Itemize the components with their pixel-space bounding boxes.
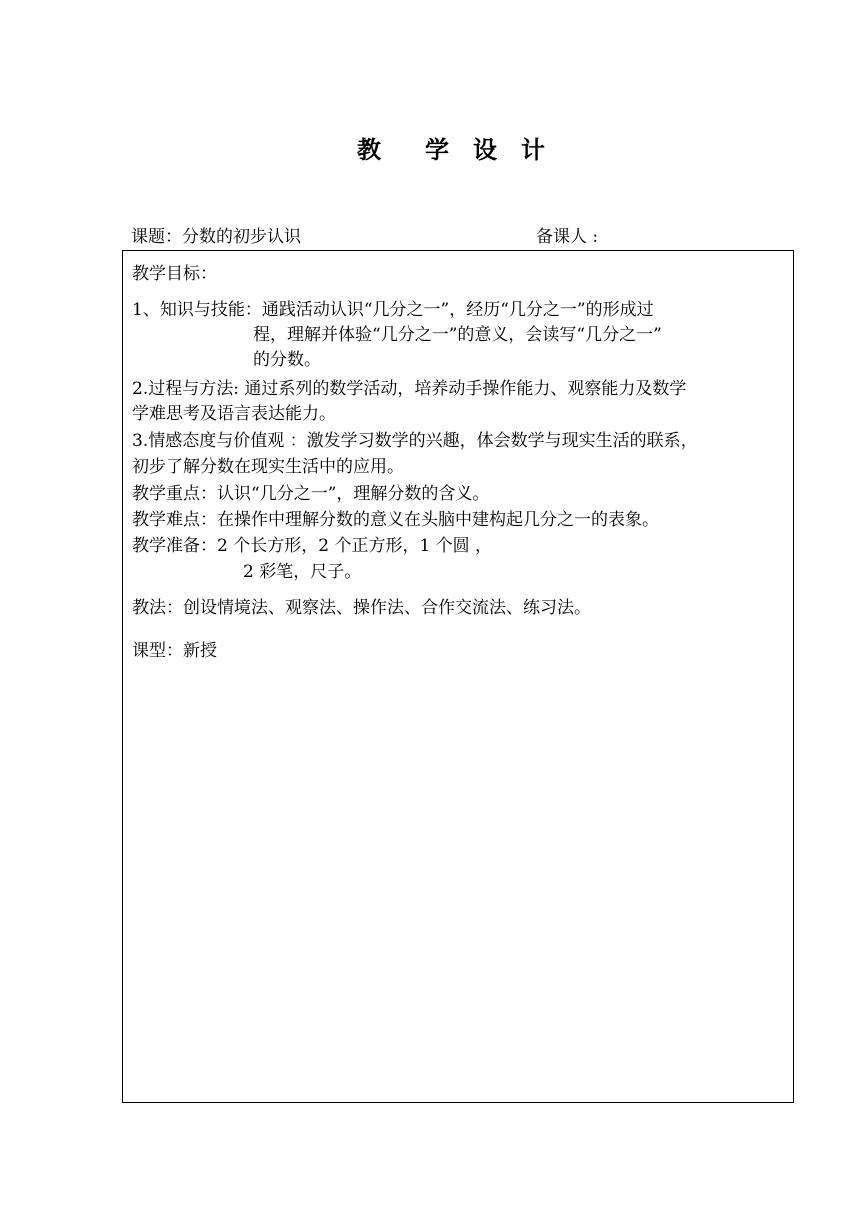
process-methods-line-2: 学难思考及语言表达能力。: [132, 404, 336, 424]
key-point: 教学重点：认识“几分之一”，理解分数的含义。: [132, 484, 490, 504]
difficulty: 教学难点：在操作中理解分数的意义在头脑中建构起几分之一的表象。: [132, 510, 659, 530]
knowledge-skills-line-1: 1、知识与技能：通践活动认识“几分之一”，经历“几分之一”的形成过: [132, 300, 654, 320]
preparation-line-1: 教学准备：2 个长方形，2 个正方形，1 个圆 ，: [132, 536, 493, 556]
title-char-1: 教: [357, 135, 381, 164]
attitude-values-line-1: 3.情感态度与价值观 ：激发学习数学的兴趣，体会数学与现实生活的联系，: [132, 431, 698, 451]
knowledge-skills-line-2: 程，理解并体验“几分之一”的意义，会读写“几分之一”: [253, 325, 662, 345]
lesson-meta-row: [131, 224, 795, 250]
title-char-2: 学: [425, 135, 449, 164]
lesson-preparer: 备课人 :: [536, 227, 599, 247]
title-char-3: 设: [473, 135, 497, 164]
preparation-line-2: 2 彩笔，尺子。: [243, 562, 362, 582]
page-title: [0, 132, 860, 168]
title-char-4: 计: [521, 135, 545, 164]
knowledge-skills-line-3: 的分数。: [253, 350, 321, 370]
lesson-type: 课型：新授: [132, 641, 217, 661]
objectives-heading: 教学目标：: [132, 264, 217, 284]
teaching-methods: 教法：创设情境法、观察法、操作法、合作交流法、练习法。: [132, 598, 591, 618]
lesson-topic: 课题：分数的初步认识: [131, 227, 301, 247]
attitude-values-line-2: 初步了解分数在现实生活中的应用。: [132, 457, 404, 477]
process-methods-line-1: 2.过程与方法: 通过系列的数学活动，培养动手操作能力、观察能力及数学: [132, 379, 687, 399]
lesson-plan-box: [122, 250, 794, 1103]
